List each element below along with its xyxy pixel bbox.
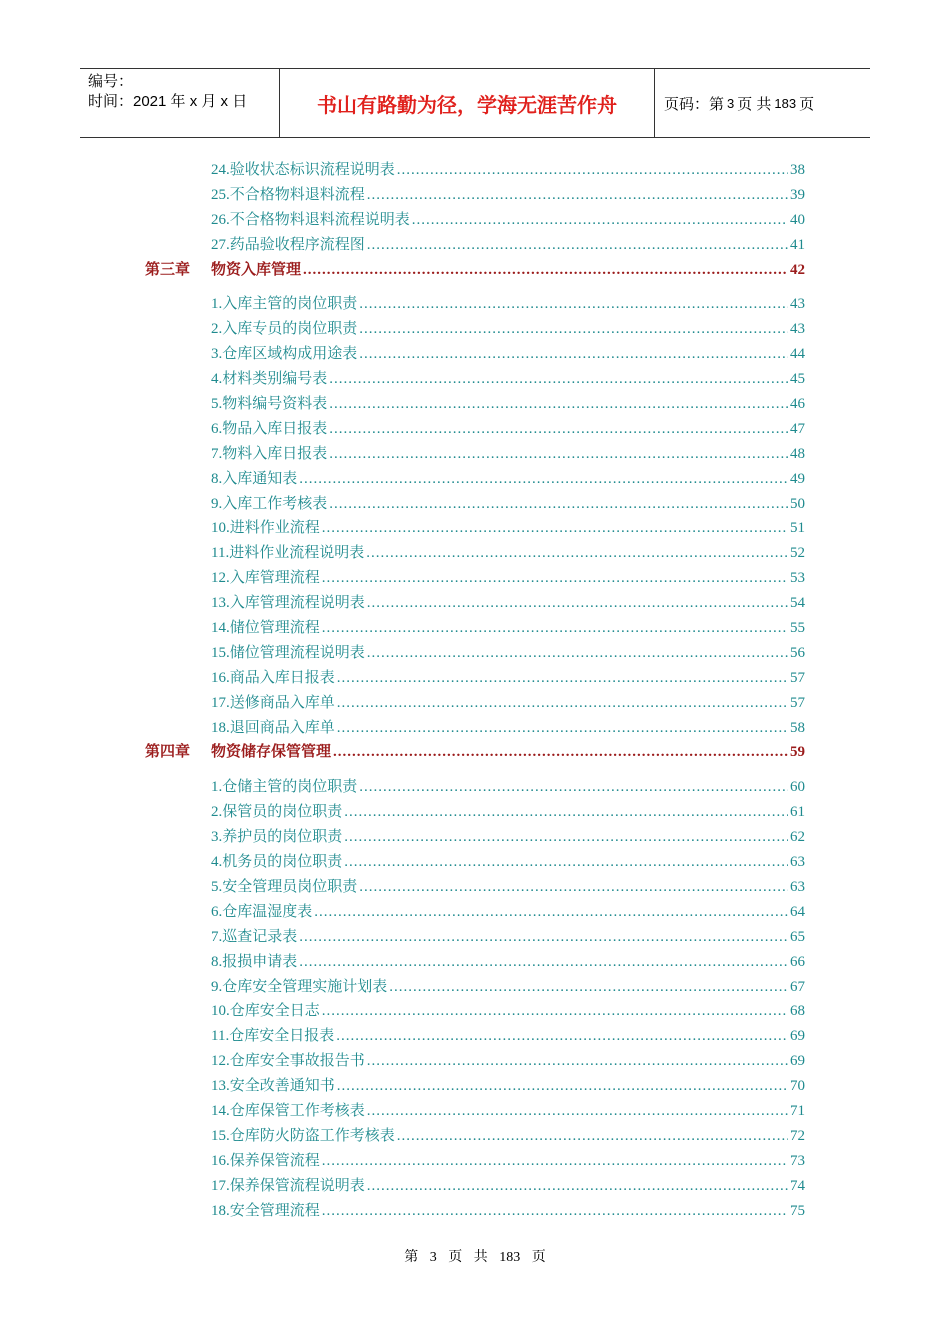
toc-dot-leader [322,1199,788,1224]
toc-dot-leader [329,392,788,417]
table-of-contents [0,158,950,1223]
page-mid: 页 共 [737,95,772,113]
toc-entry-title: 7.物料入库日报表 [211,445,328,462]
toc-page-number: 58 [790,719,805,736]
toc-page-number: 55 [790,620,805,637]
toc-page-number: 63 [790,854,805,871]
toc-dot-leader [322,1149,788,1174]
toc-page-number: 51 [790,520,805,537]
toc-leader-line [211,492,805,517]
toc-entry-title: 13.安全改善通知书 [211,1078,335,1095]
toc-entry-title: 8.入库通知表 [211,470,298,487]
toc-leader-line [211,183,805,208]
toc-page-number: 67 [790,978,805,995]
toc-dot-leader [359,317,788,342]
toc-page-number: 54 [790,595,805,612]
toc-page-number: 71 [790,1102,805,1119]
toc-item-row[interactable] [0,691,950,716]
toc-dot-leader [412,208,788,233]
toc-leader-line [211,716,805,741]
toc-dot-leader [367,1174,788,1199]
toc-page-number: 56 [790,644,805,661]
toc-entry-title: 16.保养保管流程 [211,1152,320,1169]
toc-entry-title: 9.入库工作考核表 [211,495,328,512]
footer-mid1: 页 [448,1250,463,1265]
footer-prefix: 第 [404,1250,419,1265]
toc-page-number: 46 [790,396,805,413]
toc-page-number: 39 [790,186,805,203]
toc-page-number: 38 [790,162,805,178]
toc-dot-leader [397,1124,788,1149]
page-current: 3 [727,95,735,111]
toc-entry-title: 5.安全管理员岗位职责 [211,878,358,895]
toc-leader-line [211,442,805,467]
toc-entry-title: 18.退回商品入库单 [211,719,335,736]
toc-page-number: 69 [790,1028,805,1045]
toc-item-row[interactable] [0,1174,950,1199]
toc-dot-leader [359,342,788,367]
toc-item-row[interactable] [0,850,950,875]
toc-entry-title: 11.进料作业流程说明表 [211,545,365,562]
header-page-info [654,69,870,137]
toc-item-row[interactable] [0,1099,950,1124]
header-motto: 书山有路勤为径，学海无涯苦作舟 [280,69,655,137]
toc-leader-line [211,292,805,317]
toc-entry-title: 6.物品入库日报表 [211,420,328,437]
toc-entry-title: 18.安全管理流程 [211,1202,320,1219]
toc-leader-line [211,1124,805,1149]
toc-entry-title: 6.仓库温湿度表 [211,903,313,920]
toc-entry-title: 12.仓库安全事故报告书 [211,1053,365,1070]
toc-entry-title: 5.物料编号资料表 [211,396,328,413]
toc-item-row[interactable] [0,900,950,925]
toc-dot-leader [389,975,788,1000]
toc-entry-title: 17.送修商品入库单 [211,694,335,711]
toc-entry-title: 2.入库专员的岗位职责 [211,321,358,338]
toc-entry-title: 15.储位管理流程说明表 [211,644,365,661]
toc-item-row[interactable] [0,975,950,1000]
toc-dot-leader [367,641,788,666]
page-total: 183 [774,95,797,111]
toc-page-number: 74 [790,1177,805,1194]
toc-item-row[interactable] [0,1074,950,1099]
toc-page-number: 65 [790,928,805,945]
toc-item-row[interactable] [0,467,950,492]
toc-dot-leader [337,691,788,716]
toc-dot-leader [397,158,788,183]
toc-item-row[interactable] [0,1199,950,1224]
toc-entry-title: 17.保养保管流程说明表 [211,1177,365,1194]
toc-dot-leader [337,1074,788,1099]
footer-suffix: 页 [531,1250,546,1265]
toc-entry-title: 27.药品验收程序流程图 [211,236,365,253]
toc-page-number: 50 [790,495,805,512]
toc-leader-line [211,666,805,691]
toc-dot-leader [337,666,788,691]
toc-leader-line [211,1099,805,1124]
toc-item-row[interactable] [0,342,950,367]
toc-leader-line [211,566,805,591]
toc-leader-line [211,392,805,417]
toc-leader-line [211,591,805,616]
toc-page-number: 68 [790,1003,805,1020]
toc-leader-line [211,467,805,492]
toc-item-row[interactable] [0,158,950,183]
toc-dot-leader [299,950,788,975]
toc-page-number: 61 [790,804,805,821]
toc-entry-title: 13.入库管理流程说明表 [211,595,365,612]
toc-leader-line [211,641,805,666]
toc-page-number: 69 [790,1053,805,1070]
toc-dot-leader [322,999,788,1024]
toc-item-row[interactable] [0,442,950,467]
toc-page-number: 48 [790,445,805,462]
document-header [80,68,870,138]
toc-chapter-number: 第三章 [145,261,191,278]
toc-page-number: 47 [790,420,805,437]
toc-page-number: 43 [790,296,805,313]
toc-item-row[interactable] [0,1124,950,1149]
toc-dot-leader [322,516,788,541]
toc-entry-title: 10.仓库安全日志 [211,1003,320,1020]
toc-dot-leader [299,925,788,950]
toc-item-row[interactable] [0,417,950,442]
toc-leader-line [211,158,805,183]
toc-item-row[interactable] [0,999,950,1024]
toc-leader-line [211,208,805,233]
toc-page-number: 40 [790,211,805,228]
toc-leader-line [211,800,805,825]
toc-item-row[interactable] [0,516,950,541]
toc-leader-line [211,850,805,875]
toc-leader-line [211,825,805,850]
toc-page-number: 72 [790,1127,805,1144]
toc-leader-line [211,1024,805,1049]
toc-item-row[interactable] [0,875,950,900]
footer-current: 3 [429,1250,437,1265]
toc-page-number: 43 [790,321,805,338]
toc-leader-line [211,367,805,392]
toc-dot-leader [367,1049,788,1074]
toc-item-row[interactable] [0,800,950,825]
toc-leader-line [211,975,805,1000]
toc-entry-title: 14.储位管理流程 [211,620,320,637]
toc-dot-leader [333,740,788,765]
toc-entry-title: 12.入库管理流程 [211,570,320,587]
toc-leader-line [211,999,805,1024]
toc-entry-title: 10.进料作业流程 [211,520,320,537]
toc-item-row[interactable] [0,775,950,800]
toc-page-number: 41 [790,236,805,253]
serial-label: 编号： [88,73,134,90]
toc-page-number: 53 [790,570,805,587]
toc-entry-title: 9.仓库安全管理实施计划表 [211,978,388,995]
toc-chapter-title: 物资入库管理 [211,261,302,278]
toc-dot-leader [299,467,788,492]
toc-page-number: 52 [790,545,805,562]
toc-entry-title: 3.仓库区域构成用途表 [211,346,358,363]
toc-entry-title: 4.材料类别编号表 [211,371,328,388]
toc-item-row[interactable] [0,566,950,591]
toc-page-number: 42 [790,261,805,278]
toc-dot-leader [303,258,788,283]
toc-dot-leader [367,183,788,208]
toc-item-row[interactable] [0,1024,950,1049]
toc-page-number: 45 [790,371,805,388]
toc-item-row[interactable] [0,183,950,208]
toc-item-row[interactable] [0,641,950,666]
toc-leader-line [211,317,805,342]
toc-page-number: 75 [790,1202,805,1219]
toc-leader-line [211,1049,805,1074]
toc-leader-line [211,516,805,541]
toc-item-row[interactable] [0,825,950,850]
toc-item-row[interactable] [0,392,950,417]
toc-dot-leader [366,541,788,566]
toc-item-row[interactable] [0,1049,950,1074]
toc-dot-leader [314,900,788,925]
toc-item-row[interactable] [0,950,950,975]
toc-entry-title: 8.报损申请表 [211,953,298,970]
toc-leader-line [211,616,805,641]
toc-entry-title: 1.仓储主管的岗位职责 [211,779,358,796]
toc-entry-title: 15.仓库防火防盗工作考核表 [211,1127,395,1144]
toc-dot-leader [367,233,788,258]
toc-page-number: 66 [790,953,805,970]
toc-entry-title: 4.机务员的岗位职责 [211,854,343,871]
toc-leader-line [211,417,805,442]
header-meta [80,69,280,137]
toc-entry-title [145,740,331,765]
toc-leader-line [145,740,805,765]
toc-leader-line [211,900,805,925]
toc-dot-leader [329,442,788,467]
toc-item-row[interactable] [0,1149,950,1174]
toc-entry-title: 25.不合格物料退料流程 [211,186,365,203]
toc-leader-line [211,875,805,900]
page-footer [0,1246,950,1266]
page-suffix: 页 [799,95,815,113]
toc-leader-line [211,1074,805,1099]
toc-item-row[interactable] [0,716,950,741]
toc-chapter-number: 第四章 [145,744,191,761]
toc-dot-leader [329,367,788,392]
toc-leader-line [211,342,805,367]
toc-dot-leader [359,292,788,317]
toc-leader-line [211,233,805,258]
toc-dot-leader [329,417,788,442]
toc-leader-line [211,1149,805,1174]
toc-page-number: 63 [790,878,805,895]
toc-entry-title: 16.商品入库日报表 [211,669,335,686]
toc-dot-leader [344,850,788,875]
toc-leader-line [145,258,805,283]
toc-leader-line [211,541,805,566]
toc-dot-leader [359,775,788,800]
toc-item-row[interactable] [0,367,950,392]
toc-entry-title: 7.巡查记录表 [211,928,298,945]
toc-chapter-row[interactable] [0,740,950,765]
toc-leader-line [211,1199,805,1224]
toc-entry-title: 3.养护员的岗位职责 [211,829,343,846]
toc-page-number: 57 [790,694,805,711]
toc-page-number: 64 [790,903,805,920]
toc-entry-title: 26.不合格物料退料流程说明表 [211,211,410,228]
toc-item-row[interactable] [0,208,950,233]
toc-item-row[interactable] [0,492,950,517]
toc-entry-title: 24.验收状态标识流程说明表 [211,162,395,178]
toc-item-row[interactable] [0,925,950,950]
toc-dot-leader [336,1024,788,1049]
toc-dot-leader [322,566,788,591]
toc-item-row[interactable] [0,666,950,691]
toc-entry-title [145,258,301,283]
toc-page-number: 57 [790,669,805,686]
toc-chapter-row[interactable] [0,258,950,283]
toc-dot-leader [337,716,788,741]
toc-chapter-title: 物资储存保管管理 [211,744,332,761]
toc-dot-leader [329,492,788,517]
toc-item-row[interactable] [0,591,950,616]
toc-item-row[interactable] [0,233,950,258]
toc-item-row[interactable] [0,292,950,317]
time-label: 时间：2021 年 x 月 x 日 [88,93,248,110]
toc-dot-leader [344,825,788,850]
toc-entry-title: 11.仓库安全日报表 [211,1028,335,1045]
toc-page-number: 70 [790,1078,805,1095]
toc-dot-leader [322,616,788,641]
toc-item-row[interactable] [0,616,950,641]
toc-page-number: 49 [790,470,805,487]
toc-leader-line [211,1174,805,1199]
toc-dot-leader [344,800,788,825]
toc-leader-line [211,950,805,975]
toc-page-number: 73 [790,1152,805,1169]
toc-page-number: 60 [790,779,805,796]
toc-entry-title: 2.保管员的岗位职责 [211,804,343,821]
toc-leader-line [211,775,805,800]
toc-page-number: 59 [790,744,805,761]
page-prefix: 页码：第 [664,95,725,113]
footer-mid2: 共 [473,1250,488,1265]
toc-dot-leader [359,875,788,900]
footer-total: 183 [499,1250,521,1265]
toc-item-row[interactable] [0,541,950,566]
toc-page-number: 44 [790,346,805,363]
toc-leader-line [211,691,805,716]
toc-entry-title: 1.入库主管的岗位职责 [211,296,358,313]
toc-entry-title: 14.仓库保管工作考核表 [211,1102,365,1119]
toc-page-number: 62 [790,829,805,846]
toc-dot-leader [367,591,788,616]
toc-leader-line [211,925,805,950]
toc-dot-leader [367,1099,788,1124]
toc-item-row[interactable] [0,317,950,342]
